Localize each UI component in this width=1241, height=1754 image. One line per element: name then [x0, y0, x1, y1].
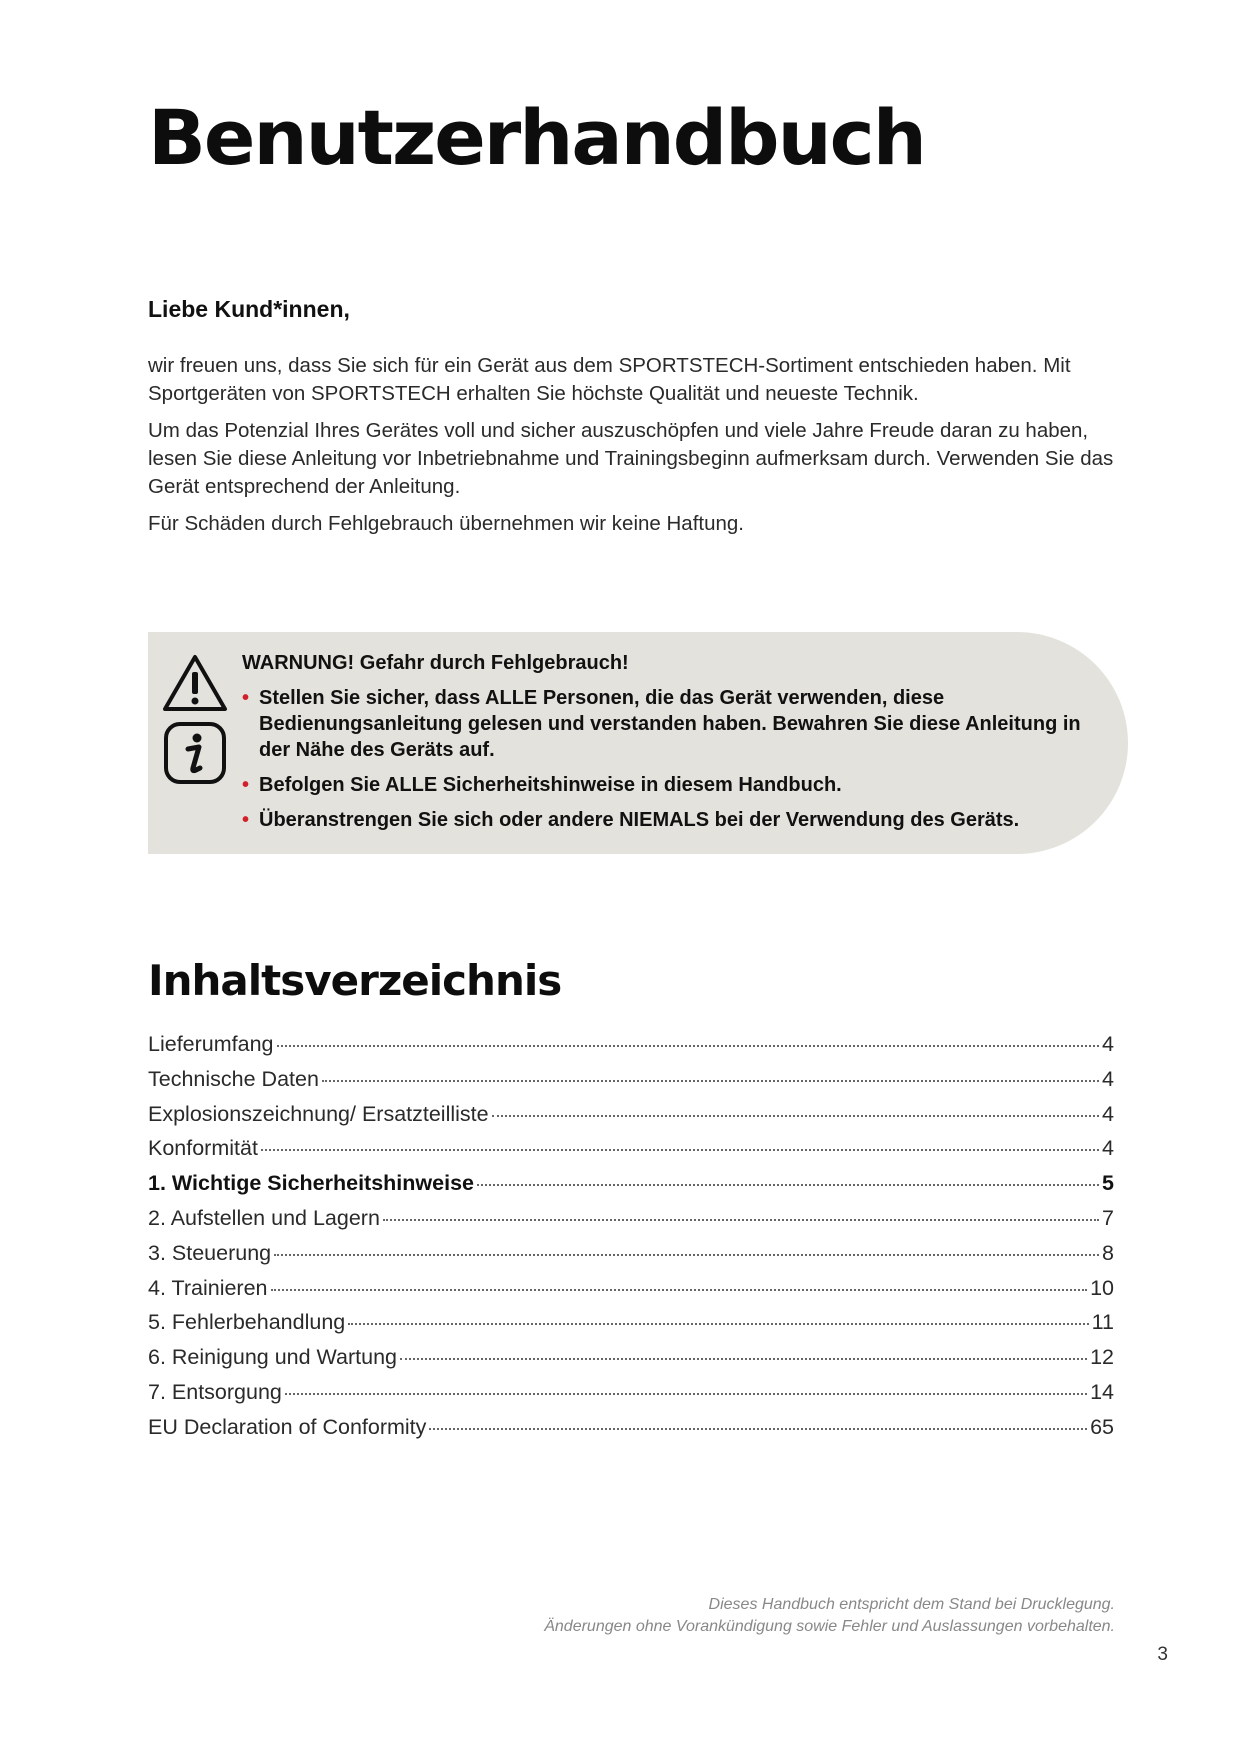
toc-entry-label: 1. Wichtige Sicherheitshinweise: [148, 1171, 474, 1196]
table-of-contents: [148, 1032, 1114, 1450]
page-title: Benutzerhandbuch: [148, 93, 925, 182]
bullet-icon: •: [242, 809, 250, 831]
toc-leader: [383, 1219, 1099, 1221]
toc-leader: [274, 1254, 1099, 1256]
toc-entry[interactable]: [148, 1345, 1114, 1380]
warning-item-text: Befolgen Sie ALLE Sicherheitshinweise in diesem Handbuch.: [259, 774, 842, 796]
toc-leader: [400, 1358, 1087, 1360]
toc-entry-label: 2. Aufstellen und Lagern: [148, 1205, 380, 1230]
toc-entry[interactable]: [148, 1276, 1114, 1311]
toc-entry-page: 4: [1102, 1136, 1114, 1161]
toc-entry-page: 14: [1090, 1379, 1114, 1404]
toc-leader: [277, 1045, 1100, 1047]
bullet-icon: •: [242, 687, 250, 709]
toc-entry[interactable]: [148, 1310, 1114, 1345]
warning-heading: WARNUNG! Gefahr durch Fehlgebrauch!: [242, 652, 629, 674]
toc-entry-page: 5: [1102, 1171, 1114, 1196]
toc-entry-label: 5. Fehlerbehandlung: [148, 1310, 346, 1335]
toc-leader: [271, 1289, 1088, 1291]
toc-leader: [285, 1393, 1087, 1395]
toc-leader: [492, 1115, 1099, 1117]
toc-leader: [477, 1184, 1099, 1186]
toc-entry-label: Konformität: [148, 1136, 258, 1161]
toc-entry-label: EU Declaration of Conformity: [148, 1414, 427, 1439]
toc-entry[interactable]: [148, 1171, 1114, 1206]
warning-box: [148, 632, 1128, 854]
toc-entry-label: 4. Trainieren: [148, 1275, 268, 1300]
toc-entry-label: Technische Daten: [148, 1066, 319, 1091]
warning-item: [242, 685, 1092, 763]
intro-paragraph: Für Schäden durch Fehlgebrauch übernehmen wir keine Haftung.: [148, 512, 744, 535]
toc-entry-page: 10: [1090, 1275, 1114, 1300]
footer-line: Änderungen ohne Vorankündigung sowie Fehler und Auslassungen vorbehalten.: [544, 1618, 1115, 1635]
toc-leader: [261, 1149, 1099, 1151]
toc-entry[interactable]: [148, 1136, 1114, 1171]
warning-item: [242, 772, 1092, 798]
toc-entry-label: Explosionszeichnung/ Ersatzteilliste: [148, 1101, 489, 1126]
toc-entry[interactable]: [148, 1032, 1114, 1067]
toc-entry[interactable]: [148, 1380, 1114, 1415]
toc-leader: [429, 1428, 1087, 1430]
toc-title: Inhaltsverzeichnis: [148, 956, 562, 1005]
toc-entry-page: 11: [1091, 1310, 1114, 1335]
intro-paragraph: Um das Potenzial Ihres Gerätes voll und sicher auszuschöpfen und viele Jahre Freude daran zu haben, lesen Sie diese Anleitung vor Inbetriebnahme und Trainingsbeginn aufmerksam durch. Verwenden Sie das Gerät entsprechend der Anleitung.: [148, 419, 1114, 498]
toc-leader: [348, 1323, 1088, 1325]
toc-entry[interactable]: [148, 1206, 1114, 1241]
toc-entry[interactable]: [148, 1067, 1114, 1102]
toc-entry-page: 7: [1102, 1205, 1114, 1230]
footer-line: Dieses Handbuch entspricht dem Stand bei Drucklegung.: [708, 1596, 1115, 1613]
toc-entry-label: 6. Reinigung und Wartung: [148, 1345, 398, 1370]
footer-note: [544, 1594, 1115, 1638]
toc-entry-label: 7. Entsorgung: [148, 1379, 282, 1404]
toc-entry-page: 4: [1102, 1101, 1114, 1126]
toc-entry-label: Lieferumfang: [148, 1032, 274, 1056]
warning-item-text: Stellen Sie sicher, dass ALLE Personen, die das Gerät verwenden, diese Bedienungsanleitung gelesen und verstanden haben. Bewahren Sie diese Anleitung in der Nähe des Geräts auf.: [259, 687, 1081, 761]
toc-entry[interactable]: [148, 1102, 1114, 1137]
page-number: 3: [1157, 1644, 1168, 1665]
warning-item-text: Überanstrengen Sie sich oder andere NIEMALS bei der Verwendung des Geräts.: [259, 809, 1020, 831]
toc-entry[interactable]: [148, 1415, 1114, 1450]
bullet-icon: •: [242, 774, 250, 796]
toc-entry[interactable]: [148, 1241, 1114, 1276]
intro-paragraph: wir freuen uns, dass Sie sich für ein Gerät aus dem SPORTSTECH-Sortiment entschieden haben. Mit Sportgeräten von SPORTSTECH erhalten Sie höchste Qualität und neueste Technik.: [148, 354, 1071, 405]
toc-leader: [322, 1080, 1099, 1082]
warning-item: [242, 807, 1092, 833]
intro-text: [148, 352, 1128, 547]
toc-entry-label: 3. Steuerung: [148, 1240, 272, 1265]
toc-entry-page: 12: [1090, 1345, 1114, 1370]
warning-icons: [162, 654, 228, 790]
greeting: Liebe Kund*innen,: [148, 296, 350, 322]
toc-entry-page: 65: [1090, 1414, 1114, 1439]
warning-triangle-icon: [162, 654, 228, 712]
toc-entry-page: 8: [1102, 1240, 1114, 1265]
toc-entry-page: 4: [1102, 1032, 1114, 1056]
warning-content: [242, 652, 1092, 842]
info-icon: [162, 721, 228, 785]
toc-entry-page: 4: [1102, 1066, 1114, 1091]
